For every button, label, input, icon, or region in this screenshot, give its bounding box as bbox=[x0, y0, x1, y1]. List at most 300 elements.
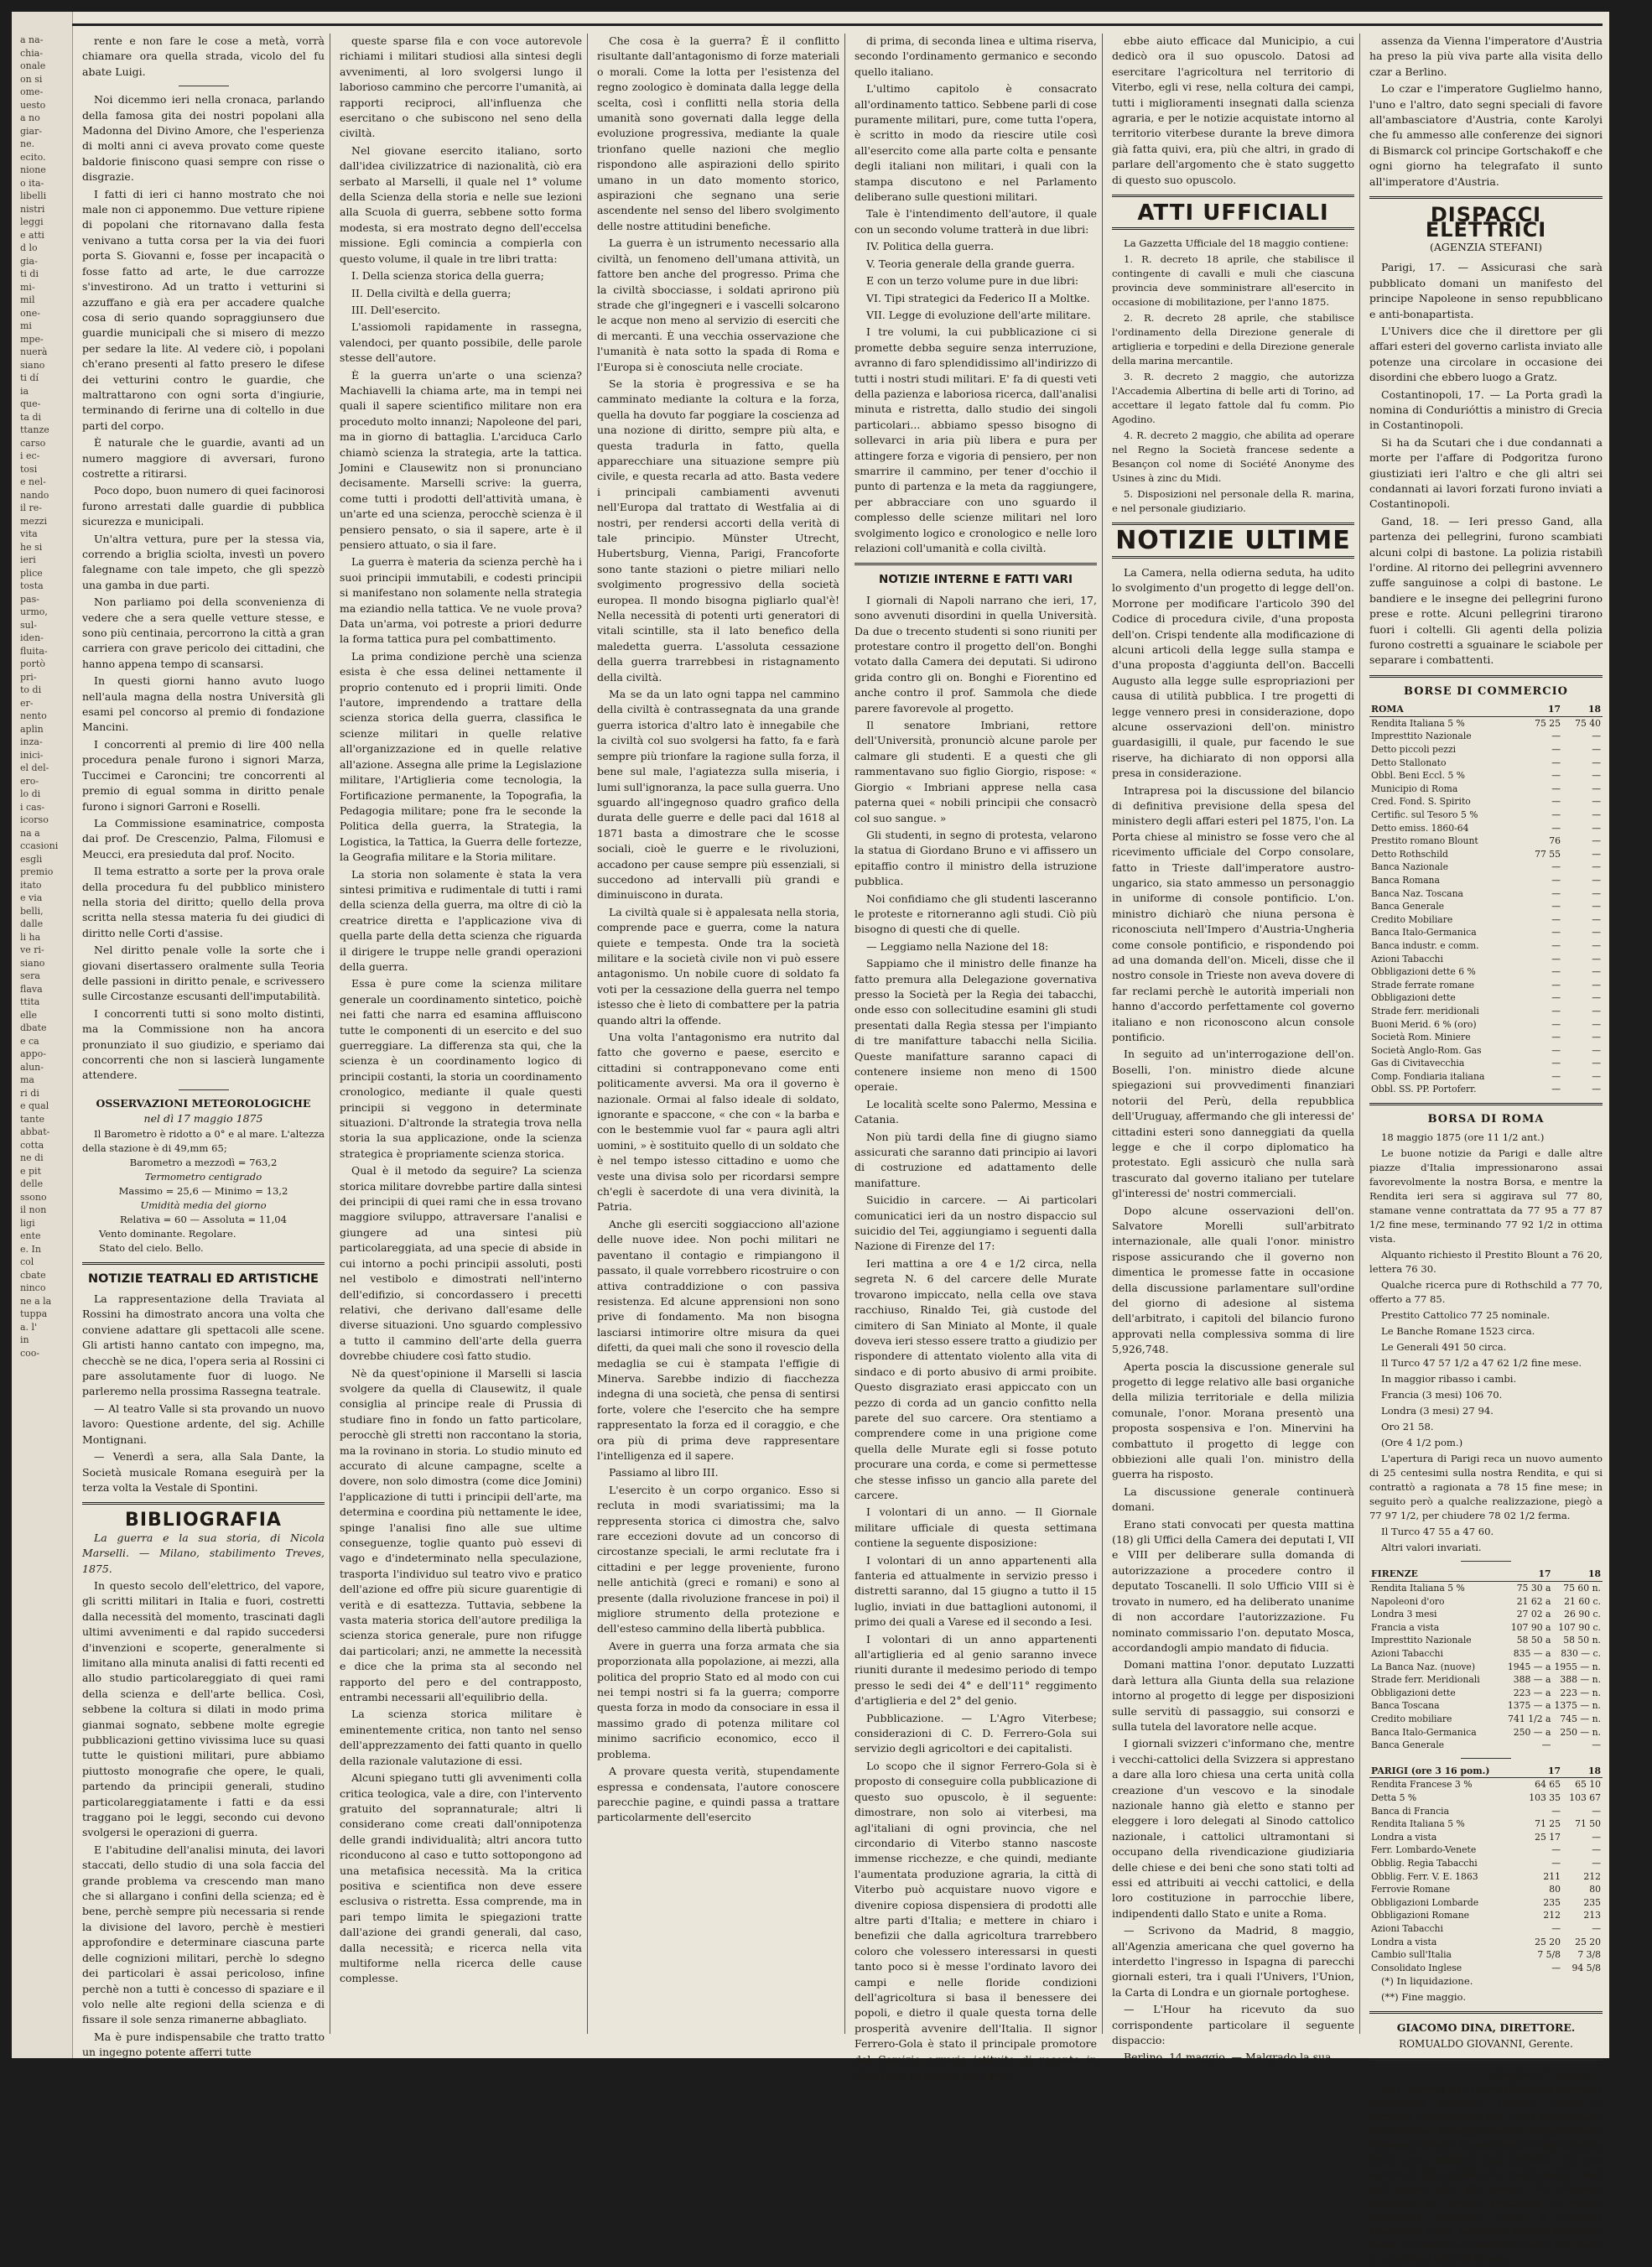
margin-fragment: ninco bbox=[20, 1282, 46, 1293]
margin-fragment: li ha bbox=[20, 931, 41, 943]
price-cell: 235 bbox=[1583, 1896, 1601, 1908]
price-cell: — bbox=[1592, 1044, 1601, 1056]
price-cell: 745 — n. bbox=[1560, 1713, 1601, 1724]
security-name: Azioni Tabacchi bbox=[1371, 953, 1443, 965]
price-cell: 75 25 bbox=[1535, 717, 1561, 729]
borsa-roma-section bbox=[1369, 1131, 1603, 1555]
paragraph: Lo scopo che il signor Ferrero-Gola si è proposto di conseguire colla pubblicazione di questo suo opuscolo, è il seguente: dimostrare, non solo ai viterbesi, ma agl'italiani di ogni provincia, che nel circondario di Viterbo stanno nascoste immense ricchezze, e che quindi, mediante l'aumentata produzione agraria, la città di Viterbo può acquistare nuovo vigore e divenire copiosa dispensiera di prodotti alle altre parti d'Italia; e mettere in chiaro i benefizii che dalla agricoltura trarrebbero coloro che volessero interessarsi in questi tanto poco si è messe l'ordinato lavoro dei campi e nelle floride condizioni dell'agricoltura si basa il benessere dei popoli, e dietro il quale questa torna delle prosperità avvenire dell'Italia. Il signor Ferrero-Gola è stato il principale promotore del Comizio agrario istituito di recente in Viterbo, e in questa sua opera bbox=[855, 1759, 1097, 2081]
security-name: Banca di Francia bbox=[1371, 1805, 1450, 1817]
table-row bbox=[1369, 1018, 1603, 1032]
margin-fragment: mezzi bbox=[20, 515, 48, 527]
margin-fragment: portò bbox=[20, 658, 45, 669]
price-cell: — bbox=[1551, 901, 1561, 913]
table-row bbox=[1369, 835, 1603, 848]
price-cell: — bbox=[1592, 1805, 1601, 1817]
price-cell: 80 bbox=[1549, 1884, 1561, 1895]
paragraph: Tale è l'intendimento dell'autore, il quale con un secondo volume tratterà in due libri: bbox=[855, 207, 1097, 236]
security-name: Detto piccoli pezzi bbox=[1371, 744, 1457, 756]
paragraph: — Al teatro Valle si sta provando un nuovo lavoro: Questione ardente, del sig. Achille Montignani. bbox=[82, 1401, 325, 1446]
paragraph: Intrapresa poi la discussione del bilancio di definitiva previsione della spesa del ministero degli affari esteri pel 1875, l'on. La Porta chiese al ministro se fosse vero che al ricevimento ufficiale del Corpo consolare, fatto in Trieste dall'imperatore austro-ungarico, sia stato ammesso un personaggio in uniforme di console pontificio. L'on. ministro dichiarò che niuna persona è riconosciuta nell'Impero d'Austria-Ungheria come console pontificio, e rispondendo poi ad una domanda dell'on. Miceli, disse che il nostro console in Trieste non aveva dovere di far reclami perchè le autorità imperiali non hanno d'accordo perfettamente col governo italiano e non riconoscono alcun console pontificio. bbox=[1112, 783, 1354, 1044]
price-cell: — bbox=[1551, 913, 1561, 925]
margin-fragment: e atti bbox=[20, 229, 44, 241]
separator bbox=[1112, 523, 1354, 525]
separator bbox=[1369, 2058, 1603, 2061]
paragraph: Anche gli eserciti soggiacciono all'azione delle nuove idee. Non pochi militari ne paventano il contagio e rimpiangono il passato, il quale vorrebbero ricostruire o con attiva contraddizione o con passiva resistenza. Ed alcune apprensioni non sono prive di fondamento. Ma non bisogna lasciarsi intimorire oltre misura da quei difetti, da quei mali che sono il rovescio della medaglia se cui è stampata l'effigie di Minerva. Sarebbe indizio di fiacchezza indegna di una società, che pensa di sentirsi forte, volere che l'esercito che ha sempre rappresentato la forza ed il coraggio, e che ora più di prima deve rappresentare l'intelligenza ed il sapere. bbox=[597, 1217, 839, 1462]
borsa-roma-title: BORSA DI ROMA bbox=[1427, 1113, 1545, 1126]
paragraph: Gand, 18. — Ieri presso Gand, alla partenza dei pellegrini, furono scambiati alcuni colpi di bastone. La polizia ristabilì l'ordine. Al ritorno dei pellegrini avvennero zuffe sanguinose a colpi di bastone. Le bandiere e le insegne dei pellegrini furono prese e rotte. Alcuni pellegrini tirarono fuori i coltelli. Gli agenti della polizia furono costretti a sguainare le sciabole per separare i combattenti. bbox=[1369, 514, 1603, 667]
price-cell: — bbox=[1592, 992, 1601, 1004]
paragraph: Un'altra vettura, pure per la stessa via, correndo a briglia sciolta, investì un povero falegname con tale impeto, che gli spezzò una gamba in due parti. bbox=[82, 532, 325, 591]
security-name: Strade ferrate romane bbox=[1371, 979, 1475, 991]
paragraph: La scienza storica militare è eminentemente critica, non tanto nel senso dell'apprezzamento dei fatti quanto in quello della razionale valutazione di essi. bbox=[340, 1708, 582, 1767]
roma-market-table bbox=[1369, 703, 1603, 1096]
price-cell: — bbox=[1551, 887, 1561, 899]
margin-fragment: tuppa bbox=[20, 1308, 48, 1319]
paragraph: II. Della civiltà e della guerra; bbox=[351, 286, 512, 299]
security-name: Francia a vista bbox=[1371, 1621, 1440, 1633]
column-5 bbox=[1107, 34, 1360, 2064]
paragraph: Se la storia è progressiva e se ha camminato mediante la coltura e la forza, quella ha dovuto far poggiare la coscienza ad una nozione di diritto, sempre più alta, e questa tradurla in fatto, quella apparecchiare una situazione sempre più civile, e questa recarla ad atto. Basta vedere i principali cambiamenti avvenuti nell'Europa dal trattato di Westfalia ai di nostri, per rendersi accorti della verità di tale principio. Münster Utrecht, Hubertsburg, Vienna, Parigi, Francoforte sono tante stazioni o pietre miliari nello svolgimento progressivo della società europea. Il mondo bisogna pigliarlo qual'è! Nella necessità di potenti urti generatori di vitali scintille, sta il lato benefico della maledetta guerra. L'assoluta cessazione della guerra trarrebbesi in ristagnamento della civiltà. bbox=[597, 377, 839, 684]
margin-fragment: d lo bbox=[20, 242, 38, 253]
table-row bbox=[1369, 1687, 1603, 1700]
column-6 bbox=[1364, 34, 1608, 2266]
price-cell: — bbox=[1551, 731, 1561, 742]
paragraph: — L'Hour ha ricevuto da suo corrispondente particolare il seguente dispaccio: bbox=[1112, 2003, 1354, 2047]
margin-fragment: one- bbox=[20, 307, 40, 319]
security-name: Obblig. Regìa Tabacchi bbox=[1371, 1857, 1478, 1869]
margin-fragment: iden- bbox=[20, 632, 44, 643]
margin-fragment: dalle bbox=[20, 918, 44, 929]
paragraph: Che cosa è la guerra? È il conflitto risultante dall'antagonismo di forze materiali o morali. Come la lotta per l'esistenza del regno zoologico è dominata dalla legge della scelta, così i conflitti nella storia della umanità sono governati dalla legge della evoluzione progressiva, mediante la quale trionfano quelle nazioni che meglio rispondono alle aspirazioni dello spirito umano in un dato momento storico, aspirazioni che segnano una serie ascendente nel senso del libero svolgimento delle nostre attitudini benefiche. bbox=[597, 34, 839, 232]
paragraph: Altri valori invariati. bbox=[1381, 1542, 1482, 1554]
paragraph: Qual è il metodo da seguire? La scienza storica militare dovrebbe partire dalla sintesi dei principii di quei rami che in essa trovano maggiore sviluppo, attraversare l'analisi e giungere ad una sintesi più particolareggiata, ad una specie di abside in cui intorno a pochi principii assoluti, posti nel vestibolo e dimostrati nell'interno dell'edifizio, si concordassero i precetti relativi, che derivano dall'esame delle diverse situazioni. Uno sguardo complessivo a tutto il cammino dell'arte della guerra dovrebbe chiudere così fatto studio. bbox=[340, 1164, 582, 1363]
paragraph: La guerra è un istrumento necessario alla civiltà, un fenomeno dell'umana attività, un fattore ben anche del progresso. Prima che la civiltà sbocciasse, i soldati aprirono più strade che gl'ingegneri e i vascelli solcarono le acque non meno al servizio di eserciti che di mercanti. È una vecchia osservazione che l'umanità è nata sotto la spada di Roma e l'Europa si è conosciuta nelle crociate. bbox=[597, 237, 839, 373]
price-cell: 75 30 a bbox=[1516, 1583, 1551, 1594]
security-name: Ferr. Lombardo-Venete bbox=[1371, 1844, 1477, 1856]
price-cell: — bbox=[1592, 861, 1601, 873]
separator bbox=[82, 1262, 325, 1265]
table-row bbox=[1369, 1883, 1603, 1896]
newspaper-page bbox=[12, 12, 1609, 2266]
margin-fragment: na a bbox=[20, 827, 40, 839]
price-cell: — bbox=[1592, 1005, 1601, 1017]
security-name: Obbligazioni Lombarde bbox=[1371, 1896, 1479, 1908]
price-cell: 388 — n. bbox=[1560, 1674, 1601, 1686]
table-row bbox=[1369, 900, 1603, 913]
table-row bbox=[1369, 1057, 1603, 1070]
security-name: Banca Romana bbox=[1371, 874, 1440, 886]
table-header-row bbox=[1369, 1568, 1603, 1581]
paragraph: (Ore 4 1/2 pom.) bbox=[1381, 1437, 1463, 1449]
bibliografia-continued bbox=[340, 34, 582, 1987]
price-cell: 250 — n. bbox=[1560, 1726, 1601, 1738]
margin-fragment: on si bbox=[20, 73, 43, 85]
table-row bbox=[1369, 1595, 1603, 1609]
price-cell: 211 bbox=[1543, 1870, 1561, 1882]
table-row bbox=[1369, 1805, 1603, 1818]
security-name: Obbligazioni dette bbox=[1371, 992, 1456, 1004]
margin-fragment: elle bbox=[20, 1009, 38, 1021]
price-cell: — bbox=[1551, 783, 1561, 794]
margin-fragment: il non bbox=[20, 1204, 47, 1215]
paragraph: Poco dopo, buon numero di quei facinorosi furono arrestati dalle guardie di pubblica sicurezza e municipali. bbox=[82, 484, 325, 528]
director-signature: GIACOMO DINA, DIRETTORE. bbox=[1396, 2021, 1576, 2035]
table-header-cell: 17 bbox=[1522, 1765, 1562, 1778]
paragraph: La discussione generale continuerà domani. bbox=[1112, 1484, 1354, 1514]
security-name: La Banca Naz. (nuove) bbox=[1371, 1661, 1476, 1672]
paragraph: Francia (3 mesi) 106 70. bbox=[1381, 1389, 1503, 1401]
paragraph: — Scrivono da Madrid, 8 maggio, all'Agenzia americana che quel governo ha interdetto l'ingresso in Ispagna di parecchi giornali esteri, tra i quali l'Univers, l'Union, la Carta di Londra e un giornale portoghese. bbox=[1112, 1924, 1354, 1999]
paragraph: È naturale che le guardie, avanti ad un numero maggiore di avversari, furono costrette a ritirarsi. bbox=[82, 436, 325, 480]
table-row bbox=[1369, 1647, 1603, 1661]
price-cell: — bbox=[1592, 1018, 1601, 1030]
margin-fragment: premio bbox=[20, 866, 54, 877]
column-3 bbox=[592, 34, 845, 2034]
paragraph: In maggior ribasso i cambi. bbox=[1381, 1373, 1517, 1386]
paragraph: Ma è pure indispensabile che tratto tratto un ingegno potente afferri tutte bbox=[82, 2030, 325, 2059]
table-row bbox=[1369, 716, 1603, 730]
margin-fragment: in bbox=[20, 1334, 29, 1345]
price-cell: — bbox=[1551, 939, 1561, 951]
price-cell: — bbox=[1592, 783, 1601, 794]
price-cell: 75 60 n. bbox=[1563, 1583, 1601, 1594]
price-cell: 388 — a bbox=[1513, 1674, 1551, 1686]
paragraph: In questi giorni hanno avuto luogo nell'aula magna della nostra Università gli esami pel concorso al premio di fondazione Mancini. bbox=[82, 674, 325, 734]
paragraph: Il Turco 47 57 1/2 a 47 62 1/2 fine mese. bbox=[1381, 1357, 1582, 1370]
price-cell: — bbox=[1592, 822, 1601, 834]
security-name: Obbligazioni Romane bbox=[1371, 1910, 1470, 1921]
atti-ufficiali-title: ATTI UFFICIALI bbox=[1137, 200, 1329, 226]
paragraph: La Commissione esaminatrice, composta dai prof. De Crescenzio, Palma, Filomusi e Meucci, era presieduta dal prof. Nocito. bbox=[82, 816, 325, 861]
table-row bbox=[1369, 1005, 1603, 1018]
price-cell: 107 90 c. bbox=[1558, 1621, 1601, 1633]
price-cell: 835 — a bbox=[1513, 1648, 1551, 1660]
margin-fragment: pri- bbox=[20, 671, 37, 683]
margin-fragment: itato bbox=[20, 879, 42, 891]
table-row bbox=[1369, 795, 1603, 809]
paragraph: A provare questa verità, stupendamente espressa e condensata, l'autore conoscere parecchie pagine, e quindi passa a trattare particolarmente dell'esercito bbox=[597, 1765, 839, 1824]
paragraph: Costantinopoli, 17. — La Porta gradì la nomina di Condurióttis a ministro di Grecia in Costantinopoli. bbox=[1369, 387, 1603, 432]
paragraph: E con un terzo volume pure in due libri: bbox=[866, 274, 1079, 288]
paragraph: Berlino, 14 maggio. — Malgrado la sua bbox=[1124, 2051, 1332, 2064]
price-cell: 1375 — n. bbox=[1554, 1700, 1601, 1712]
margin-fragment: ccasioni bbox=[20, 840, 59, 851]
margin-fragment: il re- bbox=[20, 502, 43, 513]
meteo-line: Barometro a mezzodì = 763,2 bbox=[129, 1156, 278, 1168]
price-cell: — bbox=[1592, 757, 1601, 768]
margin-fragment: gia- bbox=[20, 255, 38, 267]
margin-fragment: ve ri- bbox=[20, 944, 44, 955]
paragraph: La Camera, nella odierna seduta, ha udito lo svolgimento d'un progetto di legge dell'on. Morrone per modificare l'articolo 390 del Codice di procedura civile, d'una proposta dell'on. Crispi tendente alla modificazione di alcuni articoli della legge sulla stampa e d'una proposta d'aggiunta dell'on. Baccelli Augusto alla legge sulle espropriazioni per causa di utilità pubblica. I tre progetti di legge vennero presi in considerazione, dopo alcune osservazioni dell'on. ministro guardasigilli, il quale, pur facendo le sue riserve, ha dichiarato di non opporsi alla presa in considerazione. bbox=[1112, 565, 1354, 780]
borse-commercio-title: BORSE DI COMMERCIO bbox=[1404, 684, 1568, 698]
separator bbox=[1112, 195, 1354, 197]
price-cell: 27 02 a bbox=[1516, 1609, 1551, 1620]
security-name: Municipio di Roma bbox=[1371, 783, 1458, 794]
cronaca-section bbox=[82, 92, 325, 1084]
table-row bbox=[1369, 1608, 1603, 1621]
margin-fragment: a na- bbox=[20, 34, 44, 45]
margin-fragment: ieri bbox=[20, 554, 36, 565]
paragraph: Domani mattina l'onor. deputato Luzzatti darà lettura alla Giunta della sua relazione intorno al progetto di legge per disposizioni sulle servitù di passaggio, sui consorzi e sulla tutela del lavoratore nelle acque. bbox=[1112, 1658, 1354, 1733]
notizie-ultime-title: NOTIZIE ULTIME bbox=[1115, 526, 1351, 556]
margin-fragment: tosta bbox=[20, 580, 44, 591]
table-header-cell: 18 bbox=[1562, 703, 1603, 716]
price-cell: 71 50 bbox=[1575, 1818, 1601, 1830]
price-cell: 235 bbox=[1543, 1896, 1561, 1908]
margin-fragment: ne a la bbox=[20, 1295, 52, 1307]
price-cell: — bbox=[1592, 887, 1601, 899]
paragraph: — Venerdì a sera, alla Sala Dante, la Società musicale Romana eseguirà per la terza volta la Vestale di Spontini. bbox=[82, 1450, 325, 1494]
margin-fragment: ia bbox=[20, 385, 29, 397]
price-cell: — bbox=[1592, 1922, 1601, 1934]
price-cell: — bbox=[1592, 848, 1601, 860]
price-cell: 76 bbox=[1549, 835, 1561, 847]
margin-fragment: mi- bbox=[20, 281, 35, 293]
price-cell: — bbox=[1551, 1018, 1561, 1030]
price-cell: — bbox=[1592, 939, 1601, 951]
paragraph: Nel diritto penale volle la sorte che i giovani disertassero oralmente sulla Teoria delle passioni in diritto penale, e scrivessero sulle Circostanze escusanti dell'imputabilità. bbox=[82, 944, 325, 1003]
price-cell: — bbox=[1592, 966, 1601, 978]
price-cell: 77 55 bbox=[1535, 848, 1561, 860]
margin-fragment: ligi bbox=[20, 1217, 35, 1229]
paragraph: Si ha da Scutari che i due condannati a morte per l'affare di Podgoritza furono giustiziati ieri l'altro e che gli altri sei condannati ai lavori forzati furono inviati a Costantinopoli. bbox=[1369, 435, 1603, 511]
paragraph: Le Generali 491 50 circa. bbox=[1381, 1341, 1507, 1354]
price-cell: — bbox=[1592, 835, 1601, 847]
price-cell: 25 20 bbox=[1535, 1936, 1561, 1947]
price-cell: — bbox=[1551, 757, 1561, 768]
margin-fragment: he si bbox=[20, 541, 43, 553]
paragraph: L'assiomoli rapidamente in rassegna, valendoci, per quanto possibile, delle parole stesse dell'autore. bbox=[340, 320, 582, 365]
table-row bbox=[1369, 1582, 1603, 1595]
price-cell: — bbox=[1551, 1805, 1561, 1817]
table-row bbox=[1369, 991, 1603, 1005]
table-row bbox=[1369, 1909, 1603, 1922]
price-cell: — bbox=[1592, 1844, 1601, 1856]
security-name: Banca industr. e comm. bbox=[1371, 939, 1479, 951]
margin-fragment: mil bbox=[20, 294, 35, 305]
price-cell: 830 — c. bbox=[1561, 1648, 1601, 1660]
bibliografia-reference: La guerra e la sua storia, di Nicola Marselli. — Milano, stabilimento Treves, 1875. bbox=[82, 1531, 325, 1575]
margin-fragment: belli, bbox=[20, 905, 44, 917]
price-cell: 75 40 bbox=[1575, 717, 1601, 729]
margin-fragment: mpe- bbox=[20, 333, 44, 345]
price-cell: — bbox=[1592, 913, 1601, 925]
separator bbox=[1112, 227, 1354, 230]
meteo-line: Stato del cielo. Bello. bbox=[99, 1241, 204, 1254]
table-row bbox=[1369, 730, 1603, 743]
margin-fragment: a no bbox=[20, 112, 40, 123]
margin-fragment: cotta bbox=[20, 1139, 44, 1151]
margin-fragments bbox=[20, 34, 67, 2030]
table-row bbox=[1369, 1922, 1603, 1936]
price-cell: — bbox=[1592, 927, 1601, 939]
table-header-cell: PARIGI (ore 3 16 pom.) bbox=[1369, 1765, 1522, 1778]
margin-fragment: nistri bbox=[20, 203, 45, 215]
paragraph: Essa è pure come la scienza militare generale un coordinamento sintetico, poichè nei fatti che narra ed esamina affluiscono tutte le componenti di un esercito e del suo guerreggiare. La differenza sta qui, che la scienza è un coordinamento logico di principii costanti, la storia un coordinamento cronologico, mediante il quale questi principii si veggono in determinate situazioni. D'altronde la strategia trova nella storia la sua applicazione, onde la scienza strategica è propriamente scienza storica. bbox=[340, 977, 582, 1160]
palermo-dateline: Palermo, 11 maggio. bbox=[1492, 2068, 1594, 2081]
security-name: Azioni Tabacchi bbox=[1371, 1922, 1443, 1934]
paragraph: Non parliamo poi della sconvenienza di vedere che a sera quelle vetture stesse, e sono più centinaia, percorrono la città a gran carriera con grave pericolo dei cittadini, che hanno appena tempo di scansarsi. bbox=[82, 595, 325, 670]
price-cell: — bbox=[1551, 822, 1561, 834]
margin-fragment: ente bbox=[20, 1230, 41, 1241]
paragraph: Noi dicemmo ieri nella cronaca, parlando della famosa gita dei nostri popolani alla Madonna del Divino Amore, che l'esperienza di molti anni ci aveva provato come queste baldorie finiscono quasi sempre con risse o disgrazie. bbox=[82, 93, 325, 184]
paragraph: I. Della scienza storica della guerra; bbox=[351, 269, 544, 283]
price-cell: — bbox=[1551, 744, 1561, 756]
table-row bbox=[1369, 1726, 1603, 1739]
security-name: Certific. sul Tesoro 5 % bbox=[1371, 809, 1478, 820]
paragraph: I concorrenti al premio di lire 400 nella procedura penale furono i signori Marza, Tuccimei e Caroncini; tre concorrenti al premio di egual somma in diritto penale furono i signori Garroni e Roselli. bbox=[82, 737, 325, 813]
paragraph: Pubblicazione. — L'Agro Viterbese; considerazioni di C. D. Ferrero-Gola sui servizio degli agricoltori e dei capitalisti. bbox=[855, 1711, 1097, 1755]
margin-fragment: ri di bbox=[20, 1087, 39, 1099]
margin-fragment: pas- bbox=[20, 593, 39, 605]
price-cell: — bbox=[1592, 874, 1601, 886]
fatti-vari-title: NOTIZIE INTERNE E FATTI VARI bbox=[879, 573, 1073, 587]
meteo-line: Vento dominante. Regolare. bbox=[99, 1227, 236, 1240]
table-row bbox=[1369, 1699, 1603, 1713]
table-row bbox=[1369, 887, 1603, 901]
paragraph: I fatti di ieri ci hanno mostrato che noi male non ci apponemmo. Due vetture ripiene di popolani che ritornavano dalla festa venivano a tutta corsa per la via dei fuori porta S. Giovanni e, fosse per incapacità o fosse fatto ad arte, le due carrozze s'investirono. Ad un tratto i vetturini si azzuffano e già era per accadere qualche cosa di serio quando sopraggiunsero due guardie municipali che si misero di mezzo per sedare la lite. Al vedere ciò, i popolani ch'erano presenti al fatto presero le difese dei vetturini contro le guardie, che maltrattarono con ogni sorta d'ingiurie, terminando di ferirne una di coltello in due parti del corpo. bbox=[82, 187, 325, 432]
security-name: Strade ferr. meridionali bbox=[1371, 1005, 1479, 1017]
price-cell: 80 bbox=[1589, 1884, 1601, 1895]
price-cell: — bbox=[1551, 1922, 1561, 1934]
price-cell: 65 10 bbox=[1575, 1779, 1601, 1791]
paragraph: Oro 21 58. bbox=[1381, 1421, 1434, 1433]
security-name: Rendita Italiana 5 % bbox=[1371, 1583, 1465, 1594]
table-row bbox=[1369, 926, 1603, 939]
margin-fragment: onale bbox=[20, 60, 46, 71]
paragraph: queste sparse fila e con voce autorevole richiami i militari studiosi alla sintesi degli avvenimenti, al loro svolgersi lungo il laborioso cammino che percorre l'umanità, ai rapporti reciproci, all'influenza che esercitano o che subiscono nel seno della civiltà. bbox=[340, 34, 582, 140]
price-cell: 213 bbox=[1583, 1910, 1601, 1921]
paragraph: I volontari di un anno. — Il Giornale militare ufficiale di questa settimana contiene la seguente disposizione: bbox=[855, 1505, 1097, 1550]
paragraph: Le località scelte sono Palermo, Messina e Catania. bbox=[855, 1097, 1097, 1126]
meteo-title: OSSERVAZIONI METEOROLOGICHE bbox=[96, 1096, 311, 1110]
firenze-market-table bbox=[1369, 1568, 1603, 1751]
price-cell: 223 — a bbox=[1513, 1687, 1551, 1698]
margin-fragment: ma bbox=[20, 1074, 34, 1085]
paragraph: Suicidio in carcere. — Ai particolari comunicatici ieri da un nostro dispaccio sul suicidio del Tei, aggiungiamo i seguenti dalla Nazione di Firenze del 17: bbox=[855, 1193, 1097, 1253]
paragraph: Nè da quest'opinione il Marselli si lascia svolgere da quella di Clausewitz, il quale consiglia al principe reale di Prussia di studiare fino in fondo un fatto particolare, perocchè gli stretti non raccontano la storia, ma la rovinano in storia. Lo studio minuto ed accurato di alcune campagne, scelte a dovere, non solo dimostra (come dice Jomini) l'applicazione di tutti i principii dell'arte, ma determina e coordina più nettamente le idee, spinge l'analisi fino alle sue ultime conseguenze, toglie quanto può essevi di vago e d'indeterminato nella speculazione, trasporta l'individuo sul teatro vivo e pratico dell'azione ed offre più sicure guarentigie di verità e di esattezza. Tuttavia, sebbene la vasta materia storica dell'autore prediliga la scienza storica generale, pure non rifugge dai particolari; anzi, ne ammette la necessità e dice che la prima sta al secondo nel rapporto del pero e del contrapposto, entrambi necessarii all'equilibrio della. bbox=[340, 1366, 582, 1704]
margin-fragment: el del- bbox=[20, 762, 49, 773]
security-name: Obbl. Beni Eccl. 5 % bbox=[1371, 770, 1466, 782]
table-row bbox=[1369, 1778, 1603, 1791]
table-header-cell: FIRENZE bbox=[1369, 1568, 1506, 1581]
paragraph: rente e non fare le cose a metà, vorrà chiamare ora quella strada, vicolo del fu abate Luigi. bbox=[82, 34, 325, 78]
security-name: Detto Stallonato bbox=[1371, 757, 1447, 768]
margin-fragment: esgli bbox=[20, 853, 43, 865]
security-name: Cred. Fond. S. Spirito bbox=[1371, 796, 1471, 808]
table-row bbox=[1369, 1843, 1603, 1857]
paragraph: La prima condizione perchè una scienza esista è che essa delinei nettamente il proprio contenuto ed i proprii limiti. Onde l'autore, imprendendo a trattare della scienza storica della guerra, classifica le scienze militari in quelle relative all'organizzazione ed in quelle relative all'azione. Assegna alle prime la Legislazione militare, l'Artiglieria come tecnologia, la Fortificazione permanente, la Topografia, la Pedagogia militare; pone fra le seconde la Politica della guerra, la Strategia, la Logistica, la Tattica, la Guerra delle fortezze, la Geografia militare e la Storia militare. bbox=[340, 649, 582, 864]
paragraph: Qualche ricerca pure di Rothschild a 77 70, offerto a 77 85. bbox=[1369, 1279, 1603, 1306]
paragraph: La storia non solamente è stata la vera sintesi primitiva e rudimentale di tutti i rami della scienza della guerra, ma oltre di ciò la creatrice diretta e l'applicazione viva di quella parte della detta scienza che riguarda il dirigere le truppe nelle grandi operazioni della guerra. bbox=[340, 867, 582, 973]
parigi-market-table bbox=[1369, 1765, 1603, 1975]
margin-fragment: to di bbox=[20, 684, 42, 695]
price-cell: 741 1/2 a bbox=[1508, 1713, 1551, 1724]
security-name: Gas di Civitavecchia bbox=[1371, 1058, 1465, 1069]
table-row bbox=[1369, 848, 1603, 861]
separator bbox=[1369, 1103, 1603, 1105]
margin-fragment: leggi bbox=[20, 216, 44, 227]
table-header-cell: 17 bbox=[1506, 1568, 1553, 1581]
paragraph: La guerra è materia da scienza perchè ha i suoi principii immutabili, e codesti principii si manifestano non solamente nella strategia ma eziandio nella tattica. Ve ne vuole prova? Data un'arma, voi potreste a priori dedurre la forma tattica pura pel combattimento. bbox=[340, 555, 582, 646]
table-row bbox=[1369, 861, 1603, 874]
table-row bbox=[1369, 1070, 1603, 1084]
security-name: Rendita Francese 3 % bbox=[1371, 1779, 1473, 1791]
price-cell: — bbox=[1551, 1844, 1561, 1856]
dispacci-title: DISPACCI ELETTRICI bbox=[1425, 203, 1547, 242]
margin-fragment: ero- bbox=[20, 775, 39, 787]
margin-fragment: ne. bbox=[20, 138, 35, 149]
paragraph: In seguito ad un'interrogazione dell'on. Boselli, l'on. ministro diede alcune spiegazioni sui provvedimenti finanziari notorii del Perù, della repubblica dell'Uruguay, affermando che gli interessi de' cittadini esteri sono danneggiati da quella legge e che il corpo diplomatico ha protestato. Egli assicurò che nulla sarà trascurato dal governo italiano per tutelare gl'interessi de' nostri commerciali. bbox=[1112, 1048, 1354, 1200]
margin-fragment: e via bbox=[20, 892, 43, 903]
table-header-cell: 17 bbox=[1522, 703, 1562, 716]
security-name: Banca Nazionale bbox=[1371, 861, 1449, 873]
margin-fragment: delle bbox=[20, 1178, 44, 1189]
paragraph: L'apertura di Parigi reca un nuovo aumento di 25 centesimi sulla nostra Rendita, e qui si contrattò a ragionata a 78 15 fine mese; in seguito però a qualche realizzazione, piegò a 77 97 1/2, per chiudere 78 02 1/2 ferma. bbox=[1369, 1453, 1603, 1522]
table-header-row bbox=[1369, 1765, 1603, 1778]
paragraph: 5. Disposizioni nel personale della R. marina, e nel personale giudiziario. bbox=[1112, 488, 1354, 515]
security-name: Obbligazioni dette 6 % bbox=[1371, 966, 1476, 978]
security-name: Londra 3 mesi bbox=[1371, 1609, 1437, 1620]
paragraph: V. Teoria generale della grande guerra. bbox=[866, 257, 1075, 270]
table-row bbox=[1369, 939, 1603, 953]
table-row bbox=[1369, 809, 1603, 822]
price-cell: 58 50 n. bbox=[1563, 1635, 1601, 1646]
margin-fragment: que- bbox=[20, 398, 41, 409]
security-name: Banca Italo-Germanica bbox=[1371, 927, 1477, 939]
paragraph: I giornali svizzeri c'informano che, mentre i vecchi-cattolici della Svizzera si apprestano a dare alla loro chiesa una certa unità colla creazione d'un vescovo e la sinodale nazionale hanno già eletto e stanno per eleggere i loro delegati al Sinodo cattolico nazionale, i cattolici ultramontani si occupano della rivendicazione giudiziaria delle chiese e dei beni che sono stati tolti ad essi ed attribuiti ai vecchi cattolici, e della loro costituzione in parrocchie libere, indipendenti dallo Stato e unite a Roma. bbox=[1112, 1737, 1354, 1920]
price-cell: 21 60 c. bbox=[1564, 1595, 1601, 1607]
meteo-line: Massimo = 25,6 — Minimo = 13,2 bbox=[118, 1184, 288, 1197]
paragraph: L'Univers dice che il direttore per gli affari esteri del governo carlista inviato alle potenze una circolare in occasione dei disordini che ebbero luogo a Gratz. bbox=[1369, 324, 1603, 384]
price-cell: — bbox=[1551, 992, 1561, 1004]
paragraph: Passiamo al libro III. bbox=[609, 1466, 719, 1479]
price-cell: — bbox=[1592, 953, 1601, 965]
margin-fragment: siano bbox=[20, 359, 45, 371]
price-cell: — bbox=[1592, 1070, 1601, 1082]
price-cell: — bbox=[1551, 861, 1561, 873]
margin-fragment: icorso bbox=[20, 814, 49, 825]
table-row bbox=[1369, 874, 1603, 887]
table-row bbox=[1369, 1896, 1603, 1910]
security-name: Detto Rothschild bbox=[1371, 848, 1448, 860]
table-header-row bbox=[1369, 703, 1603, 716]
margin-fragment: flava bbox=[20, 983, 43, 995]
table-row bbox=[1369, 783, 1603, 796]
paragraph: ebbe aiuto efficace dal Municipio, a cui dedicò ora il suo opuscolo. Datosi ad esercitare l'agricoltura nel territorio di Viterbo, egli vi rese, nella coltura dei campi, tutti i miglioramenti insegnati dalla scienza agraria, e per le notizie acquistate intorno al territorio viterbese durante la breve dimora già fatta quivi, era, più che altri, in grado di parlare dell'argomento che è stato suggetto di questo suo opuscolo. bbox=[1112, 34, 1354, 186]
paragraph: Parigi, 17. — Assicurasi che sarà pubblicato domani un manifesto del principe Napoleone in senso repubblicano e anti-bonapartista. bbox=[1369, 261, 1603, 320]
price-cell: — bbox=[1551, 1070, 1561, 1082]
table-row bbox=[1369, 1948, 1603, 1962]
paragraph: Il senatore Imbriani, rettore dell'Università, pronunciò alcune parole per calmare gli studenti. E a questi che gli rammentavano suo figlio Giorgio, rispose: « Giorgio « Imbriani apprese nella casa paterna quei « nobili principii che consacrò col suo sangue. » bbox=[855, 719, 1097, 824]
paragraph: Le Banche Romane 1523 circa. bbox=[1381, 1325, 1535, 1338]
table-row bbox=[1369, 953, 1603, 966]
table-row bbox=[1369, 1870, 1603, 1884]
paragraph: Aperta poscia la discussione generale sul progetto di legge relativo alle basi organiche della milizia territoriale e della milizia comunale, l'onor. Morana presentò una proposta sospensiva e l'on. Minervini ha combattuto il progetto di legge con obbiezioni alle quali l'on. ministro della guerra ha risposto. bbox=[1112, 1360, 1354, 1481]
security-name: Ferrovie Romane bbox=[1371, 1884, 1451, 1895]
price-cell: — bbox=[1551, 1005, 1561, 1017]
paragraph: Prestito Cattolico 77 25 nominale. bbox=[1381, 1309, 1551, 1322]
price-cell: — bbox=[1592, 744, 1601, 756]
margin-fragment: ome- bbox=[20, 86, 44, 97]
margin-fragment: nuerà bbox=[20, 346, 48, 357]
table-row bbox=[1369, 1083, 1603, 1096]
paragraph: I concorrenti tutti si sono molto distinti, ma la Commissione non ha ancora pronunziato il suo giudizio, e speriamo dai concorrenti che non si lascierà lungamente attendere. bbox=[82, 1006, 325, 1082]
price-cell: — bbox=[1592, 770, 1601, 782]
paragraph: La civiltà quale si è appalesata nella storia, comprende pace e guerra, come la natura quiete e tempesta. Onde tra la società militare e la società civile non vi può essere antagonismo. Un nobile cuore di soldato fa voti per la cessazione della guerra nel tempo istesso che è lieto di combattere per la patria quando altri la offende. bbox=[597, 905, 839, 1027]
margin-fragment: chia- bbox=[20, 47, 44, 59]
paragraph: VII. Legge di evoluzione dell'arte militare. bbox=[866, 308, 1091, 321]
